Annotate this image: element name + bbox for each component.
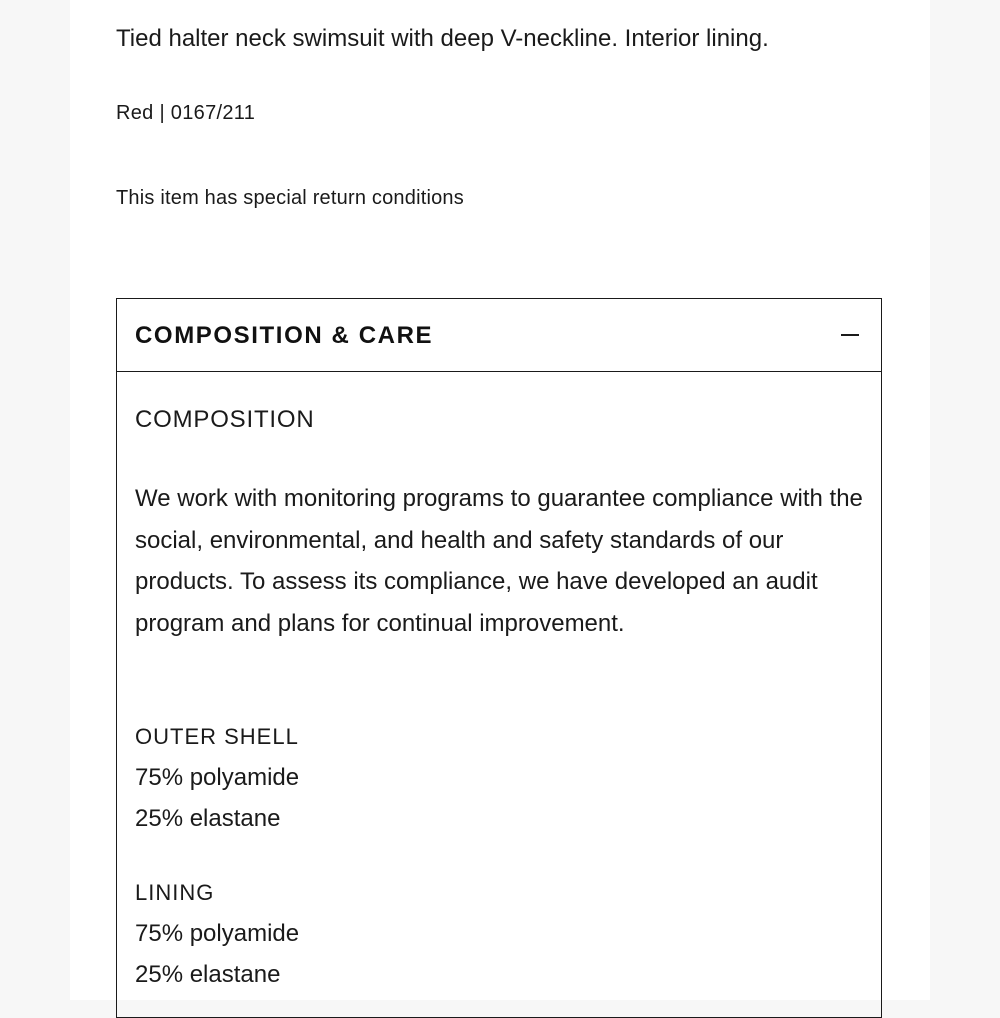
lining-material: 75% polyamide [135,920,300,947]
compliance-paragraph: We work with monitoring programs to guarantee compliance with the social, environmental, and health and safety standards of our products. To assess its compliance, we have developed an audit program and plans for continual improvement. [135,485,863,637]
outer-shell-material: 75% polyamide [135,764,300,791]
lining-label: LINING [135,880,215,905]
minus-icon[interactable] [841,334,859,336]
composition-heading: COMPOSITION [135,406,315,433]
outer-shell-label: OUTER SHELL [135,724,299,749]
composition-care-accordion [116,298,882,1018]
outer-shell-group [135,716,299,839]
lining-material: 25% elastane [135,961,281,988]
return-conditions-note: This item has special return conditions [116,187,464,209]
composition-care-accordion-header[interactable] [117,299,881,372]
product-description: Tied halter neck swimsuit with deep V-neckline. Interior lining. [116,25,769,52]
accordion-title: COMPOSITION & CARE [135,322,434,349]
product-color-reference: Red | 0167/211 [116,102,256,124]
lining-group [135,872,299,995]
outer-shell-material: 25% elastane [135,805,281,832]
